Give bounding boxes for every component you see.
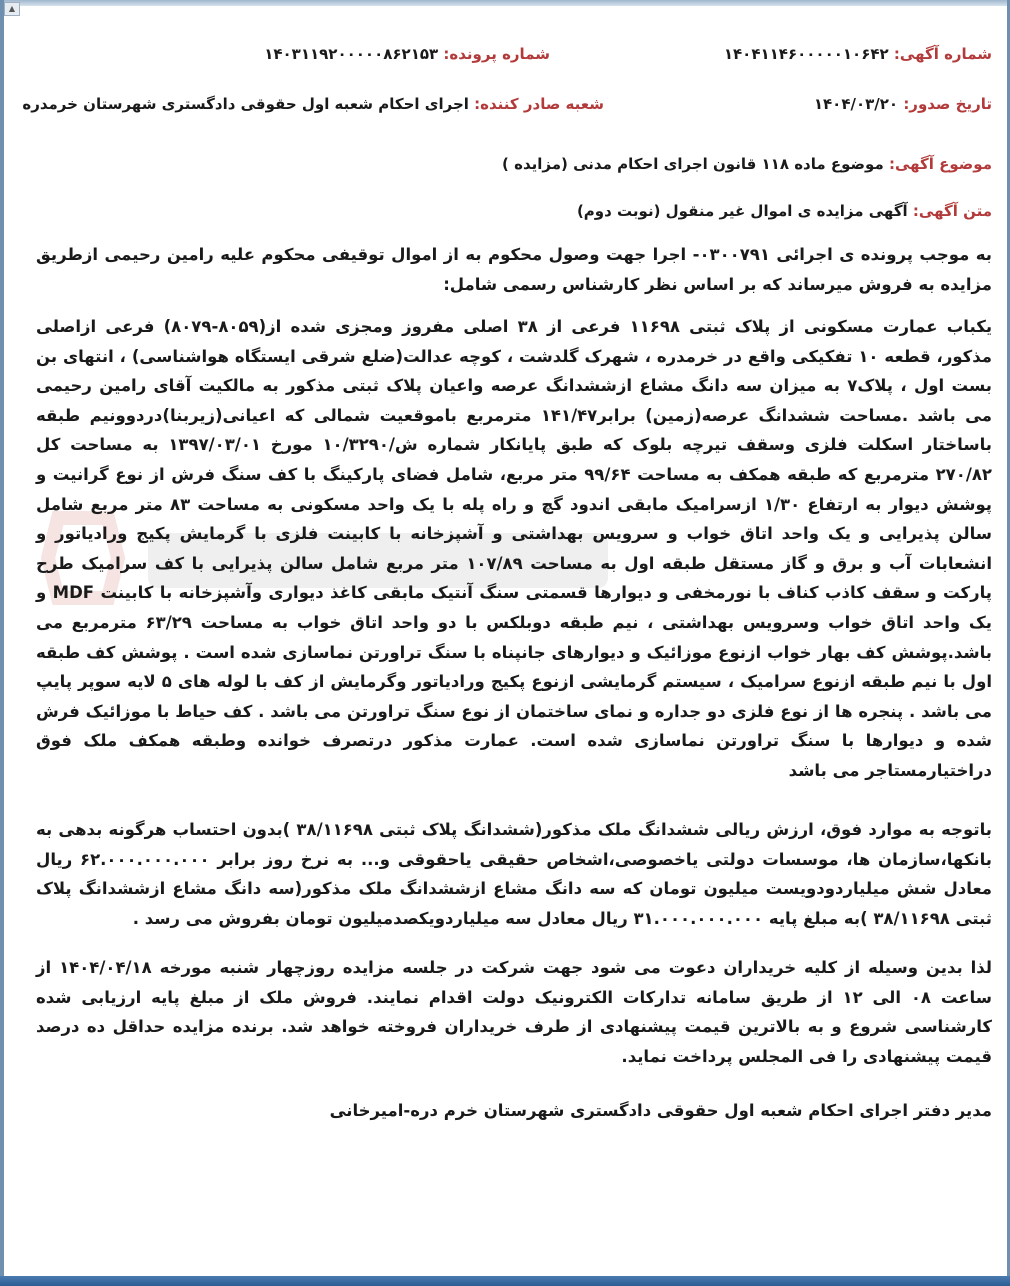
ad-subject-value: موضوع ماده ۱۱۸ قانون اجرای احکام مدنی (مزایده ) <box>502 155 884 173</box>
window-top-edge <box>0 0 1010 6</box>
issuing-branch-label: شعبه صادر کننده: <box>474 95 604 113</box>
case-number <box>264 45 550 63</box>
issuing-branch <box>22 95 604 113</box>
issuing-branch-value: اجرای احکام شعبه اول حقوقی دادگستری شهرستان خرمدره <box>22 95 469 113</box>
case-number-label: شماره پرونده: <box>443 45 550 63</box>
ad-body-title-value: آگهی مزایده ی اموال غیر منقول (نوبت دوم) <box>576 202 908 220</box>
ad-number <box>724 45 992 63</box>
paragraph-signature: مدیر دفتر اجرای احکام شعبه اول حقوقی دادگستری شهرستان خرم دره-امیرخانی <box>329 1101 992 1120</box>
window-bottom-bar <box>0 1276 1010 1286</box>
paragraph-valuation: باتوجه به موارد فوق، ارزش ریالی ششدانگ ملک مذکور(ششدانگ پلاک ثبتی ۳۸/۱۱۶۹۸ )بدون احتساب هرگونه بدهی به بانکها،سازمان ها، موسسات دولتی یاخصوصی،اشخاص حقیقی یاحقوقی و... به نرخ روز برابر ۶۲.۰۰۰.۰۰۰.۰۰۰ ریال معادل شش میلیاردودویست میلیون تومان که سه دانگ مشاع ازششدانگ ملک مذکور(سه دانگ مشاع ازششدانگ پلاک ثبتی ۳۸/۱۱۶۹۸ )به مبلغ پایه ۳۱.۰۰۰.۰۰۰.۰۰۰ ریال معادل سه میلیاردویکصدمیلیون تومان بفروش می رسد . <box>36 820 993 928</box>
ad-subject <box>502 155 992 173</box>
ad-number-value: ۱۴۰۴۱۱۴۶۰۰۰۰۰۱۰۶۴۲ <box>723 45 889 63</box>
window-left-border <box>0 0 4 1286</box>
ad-subject-label: موضوع آگهی: <box>888 155 992 173</box>
scroll-up-arrow-icon[interactable]: ▲ <box>4 2 20 16</box>
case-number-value: ۱۴۰۳۱۱۹۲۰۰۰۰۰۸۶۲۱۵۳ <box>264 45 439 63</box>
ad-body-label: متن آگهی: <box>912 202 992 220</box>
issue-date-label: تاریخ صدور: <box>903 95 992 113</box>
paragraph-auction-terms: لذا بدین وسیله از کلیه خریداران دعوت می شود جهت شرکت در جلسه مزایده روزچهار شنبه مورخه ۱۴۰۴/۰۴/۱۸ از ساعت ۰۸ الی ۱۲ از طریق سامانه تدارکات الکترونیک دولت اقدام نمایند. فروش ملک از مبلغ پایه ارزیابی شده کارشناسی شروع و به بالاترین قیمت پیشنهادی از طرف خریداران فروخته خواهد شد. برنده مزایده حداقل ده درصد قیمت پیشنهادی را فی المجلس پرداخت نماید. <box>36 958 992 1066</box>
paragraph-property-description: یکباب عمارت مسکونی از پلاک ثبتی ۱۱۶۹۸ فرعی از ۳۸ اصلی مفروز ومجزی شده از(۸۰۵۹-۸۰۷۹) فرعی ازاصلی مذکور، قطعه ۱۰ تفکیکی واقع در خرمدره ، شهرک گلدشت ، کوچه عدالت(ضلع شرقی ایستگاه هواشناسی) ، انتهای بن بست اول ، پلاک۷ به میزان سه دانگ مشاع ازششدانگ عرصه واعیان پلاک ثبتی مذکور به مالکیت آقای رامین رحیمی می باشد .مساحت ششدانگ عرصه(زمین) برابر۱۴۱/۴۷ مترمربع باموقعیت شمالی که اعیانی(زیربنا)دردوونیم طبقه باساختار اسکلت فلزی وسقف تیرچه بلوک که طبق پایانکار شماره ش/۱۰/۳۲۹۰ مورخ ۱۳۹۷/۰۳/۰۱ به مساحت کل ۲۷۰/۸۲ مترمربع که طبقه همکف به مساحت ۹۹/۶۴ متر مربع، شامل فضای پارکینگ با کف سنگ فرش از نوع گرانیت و پوشش دیوار به ارتفاع ۱/۳۰ ازسرامیک مابقی اندود گچ و راه پله با یک واحد مسکونی به مساحت ۸۳ متر مربع شامل سالن پذیرایی و یک واحد اتاق خواب و سرویس بهداشتی و آشپزخانه با کابینت فلزی با گرمایش پکیج ورادیاتور و انشعابات آب و برق و گاز مستقل طبقه اول به مساحت ۱۰۷/۸۹ متر مربع شامل سالن پذیرایی با کف سرامیک طرح پارکت و سقف کاذب کناف با نورمخفی و دیوارها قسمتی سنگ آنتیک مابقی کاغذ دیواری وآشپزخانه با کابینت MDF و یک واحد اتاق خواب وسرویس بهداشتی ، نیم طبقه دوبلکس با دو واحد اتاق خواب به مساحت ۶۳/۲۹ مترمربع می باشد.پوشش کف بهار خواب ازنوع موزائیک و دیوارهای جانپناه با سنگ تراورتن نماسازی شده است . پوشش کف طبقه اول با نیم طبقه ازنوع سرامیک ، سیستم گرمایشی ازنوع پکیج ورادیاتور وگرمایش از کف با لوله های ۵ لایه سوپر پایپ می باشد . پنجره ها از نوع فلزی دو جداره و نمای ساختمان از نوع سنگ تراورتن می باشد . کف حیاط با موزائیک فرش شده و دیوارها با سنگ تراورتن نماسازی شده است. عمارت مذکور درتصرف خوانده وطبقه همکف ملک فوق دراختیارمستاجر می باشد <box>36 317 993 780</box>
paragraph-intro: به موجب پرونده ی اجرائی ۰۳۰۰۷۹۱- اجرا جهت وصول محکوم به از اموال توقیفی محکوم علیه رامین رحیمی ازطریق مزایده به فروش میرساند که بر اساس نظر کارشناس رسمی شامل: <box>36 245 992 294</box>
issue-date <box>814 95 992 113</box>
ad-number-label: شماره آگهی: <box>893 45 992 63</box>
issue-date-value: ۱۴۰۴/۰۳/۲۰ <box>813 95 899 113</box>
ad-body-title <box>577 202 992 220</box>
